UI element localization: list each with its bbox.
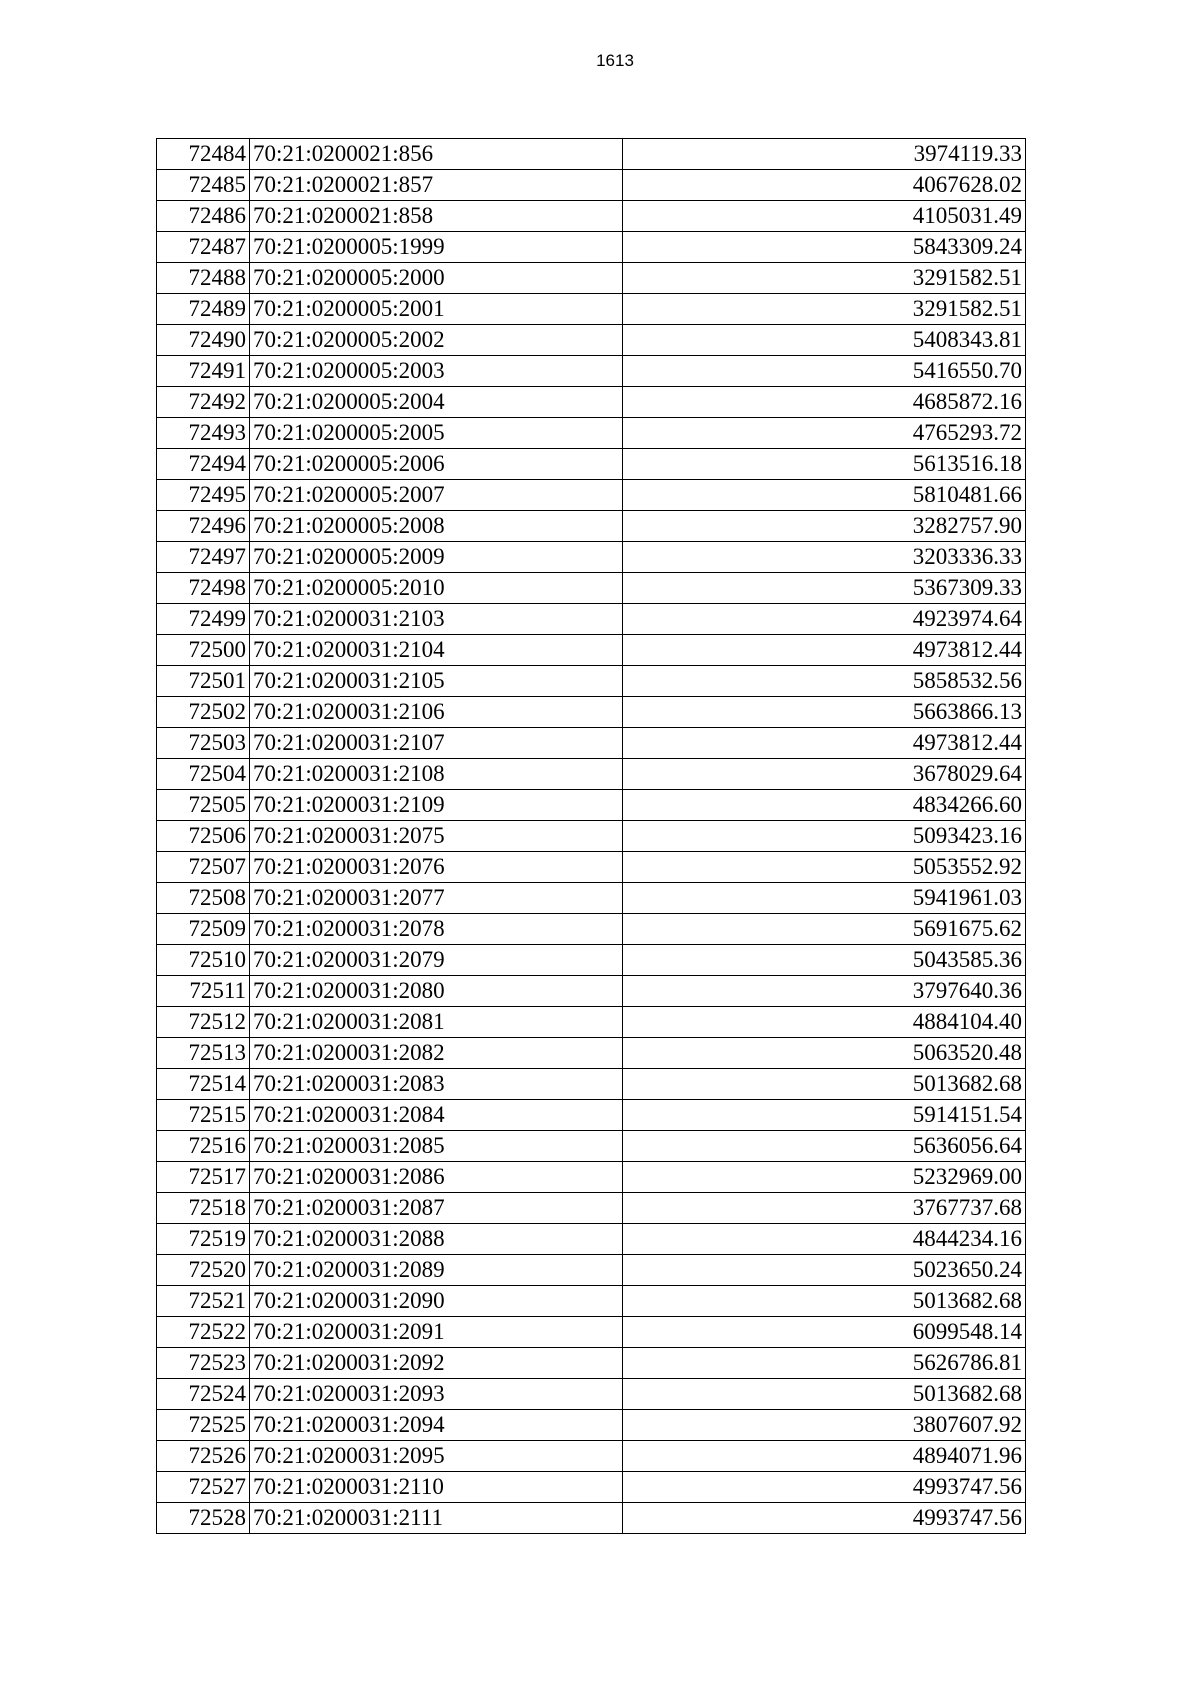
table-row [157,542,1026,573]
table-row [157,1255,1026,1286]
cadastral-number-cell: 70:21:0200005:2004 [250,387,623,418]
cadastral-value-cell: 3797640.36 [623,976,1026,1007]
cadastral-number-cell: 70:21:0200031:2105 [250,666,623,697]
table-row [157,759,1026,790]
row-number-cell: 72515 [157,1100,250,1131]
row-number-cell: 72517 [157,1162,250,1193]
cadastral-value-cell: 5063520.48 [623,1038,1026,1069]
row-number-cell: 72523 [157,1348,250,1379]
row-number-cell: 72522 [157,1317,250,1348]
row-number-cell: 72488 [157,263,250,294]
table-row [157,1069,1026,1100]
table-row [157,1224,1026,1255]
cadastral-value-cell: 5093423.16 [623,821,1026,852]
cadastral-number-cell: 70:21:0200031:2083 [250,1069,623,1100]
row-number-cell: 72514 [157,1069,250,1100]
row-number-cell: 72485 [157,170,250,201]
cadastral-number-cell: 70:21:0200031:2106 [250,697,623,728]
row-number-cell: 72519 [157,1224,250,1255]
table-row [157,666,1026,697]
table-row [157,387,1026,418]
table-row [157,1100,1026,1131]
cadastral-value-cell: 4765293.72 [623,418,1026,449]
cadastral-value-cell: 5023650.24 [623,1255,1026,1286]
table-row [157,232,1026,263]
row-number-cell: 72525 [157,1410,250,1441]
row-number-cell: 72509 [157,914,250,945]
cadastral-number-cell: 70:21:0200005:2002 [250,325,623,356]
cadastral-value-cell: 3807607.92 [623,1410,1026,1441]
table-row [157,201,1026,232]
row-number-cell: 72520 [157,1255,250,1286]
table-row [157,1162,1026,1193]
row-number-cell: 72504 [157,759,250,790]
row-number-cell: 72486 [157,201,250,232]
row-number-cell: 72489 [157,294,250,325]
page-number: 1613 [596,51,634,70]
row-number-cell: 72487 [157,232,250,263]
cadastral-number-cell: 70:21:0200031:2085 [250,1131,623,1162]
row-number-cell: 72502 [157,697,250,728]
cadastral-number-cell: 70:21:0200031:2087 [250,1193,623,1224]
cadastral-number-cell: 70:21:0200031:2088 [250,1224,623,1255]
cadastral-value-cell: 5232969.00 [623,1162,1026,1193]
row-number-cell: 72506 [157,821,250,852]
cadastral-value-cell: 5663866.13 [623,697,1026,728]
table-row [157,1007,1026,1038]
cadastral-number-cell: 70:21:0200031:2108 [250,759,623,790]
cadastral-value-cell: 3291582.51 [623,294,1026,325]
row-number-cell: 72497 [157,542,250,573]
cadastral-number-cell: 70:21:0200031:2095 [250,1441,623,1472]
cadastral-number-cell: 70:21:0200031:2093 [250,1379,623,1410]
table-row [157,1286,1026,1317]
table-row [157,1317,1026,1348]
cadastral-number-cell: 70:21:0200031:2077 [250,883,623,914]
cadastral-value-cell: 3767737.68 [623,1193,1026,1224]
table-row [157,170,1026,201]
cadastral-value-cell: 5367309.33 [623,573,1026,604]
table-row [157,604,1026,635]
cadastral-number-cell: 70:21:0200005:2003 [250,356,623,387]
cadastral-value-cell: 4973812.44 [623,635,1026,666]
cadastral-value-cell: 3291582.51 [623,263,1026,294]
cadastral-number-cell: 70:21:0200031:2076 [250,852,623,883]
table-row [157,480,1026,511]
cadastral-value-cell: 4894071.96 [623,1441,1026,1472]
row-number-cell: 72512 [157,1007,250,1038]
cadastral-value-cell: 5810481.66 [623,480,1026,511]
cadastral-value-cell: 4973812.44 [623,728,1026,759]
cadastral-number-cell: 70:21:0200005:2000 [250,263,623,294]
table-row [157,449,1026,480]
cadastral-number-cell: 70:21:0200005:2007 [250,480,623,511]
row-number-cell: 72511 [157,976,250,1007]
table-row [157,914,1026,945]
row-number-cell: 72513 [157,1038,250,1069]
registry-table [156,138,1026,1534]
cadastral-number-cell: 70:21:0200021:856 [250,139,623,170]
cadastral-number-cell: 70:21:0200031:2089 [250,1255,623,1286]
cadastral-value-cell: 5941961.03 [623,883,1026,914]
row-number-cell: 72494 [157,449,250,480]
cadastral-number-cell: 70:21:0200031:2081 [250,1007,623,1038]
table-row [157,697,1026,728]
table-row [157,821,1026,852]
row-number-cell: 72500 [157,635,250,666]
table-row [157,1410,1026,1441]
row-number-cell: 72492 [157,387,250,418]
cadastral-number-cell: 70:21:0200021:857 [250,170,623,201]
row-number-cell: 72508 [157,883,250,914]
cadastral-number-cell: 70:21:0200031:2094 [250,1410,623,1441]
row-number-cell: 72528 [157,1503,250,1534]
cadastral-number-cell: 70:21:0200031:2082 [250,1038,623,1069]
cadastral-value-cell: 3974119.33 [623,139,1026,170]
table-row [157,1441,1026,1472]
row-number-cell: 72516 [157,1131,250,1162]
table-row [157,1472,1026,1503]
cadastral-number-cell: 70:21:0200031:2092 [250,1348,623,1379]
cadastral-value-cell: 5408343.81 [623,325,1026,356]
row-number-cell: 72501 [157,666,250,697]
table-row [157,511,1026,542]
table-row [157,573,1026,604]
row-number-cell: 72493 [157,418,250,449]
cadastral-number-cell: 70:21:0200005:2010 [250,573,623,604]
cadastral-value-cell: 4067628.02 [623,170,1026,201]
cadastral-value-cell: 3282757.90 [623,511,1026,542]
cadastral-number-cell: 70:21:0200031:2078 [250,914,623,945]
cadastral-value-cell: 4923974.64 [623,604,1026,635]
cadastral-value-cell: 3678029.64 [623,759,1026,790]
cadastral-number-cell: 70:21:0200031:2086 [250,1162,623,1193]
table-row [157,852,1026,883]
table-row [157,790,1026,821]
row-number-cell: 72499 [157,604,250,635]
cadastral-number-cell: 70:21:0200021:858 [250,201,623,232]
table-row [157,325,1026,356]
row-number-cell: 72518 [157,1193,250,1224]
table-row [157,294,1026,325]
cadastral-number-cell: 70:21:0200031:2111 [250,1503,623,1534]
cadastral-value-cell: 6099548.14 [623,1317,1026,1348]
registry-table-body [157,139,1026,1534]
cadastral-value-cell: 5053552.92 [623,852,1026,883]
cadastral-value-cell: 4993747.56 [623,1472,1026,1503]
cadastral-value-cell: 4993747.56 [623,1503,1026,1534]
table-row [157,418,1026,449]
table-row [157,1503,1026,1534]
cadastral-number-cell: 70:21:0200031:2104 [250,635,623,666]
cadastral-value-cell: 5613516.18 [623,449,1026,480]
cadastral-number-cell: 70:21:0200031:2090 [250,1286,623,1317]
row-number-cell: 72505 [157,790,250,821]
cadastral-number-cell: 70:21:0200031:2079 [250,945,623,976]
row-number-cell: 72495 [157,480,250,511]
table-row [157,635,1026,666]
cadastral-value-cell: 4884104.40 [623,1007,1026,1038]
cadastral-number-cell: 70:21:0200005:2006 [250,449,623,480]
cadastral-value-cell: 5843309.24 [623,232,1026,263]
row-number-cell: 72510 [157,945,250,976]
table-row [157,1193,1026,1224]
table-row [157,1379,1026,1410]
row-number-cell: 72527 [157,1472,250,1503]
cadastral-number-cell: 70:21:0200005:2005 [250,418,623,449]
row-number-cell: 72498 [157,573,250,604]
cadastral-number-cell: 70:21:0200031:2084 [250,1100,623,1131]
cadastral-value-cell: 5013682.68 [623,1069,1026,1100]
cadastral-number-cell: 70:21:0200031:2109 [250,790,623,821]
cadastral-value-cell: 5416550.70 [623,356,1026,387]
cadastral-value-cell: 5914151.54 [623,1100,1026,1131]
table-row [157,263,1026,294]
table-row [157,356,1026,387]
row-number-cell: 72503 [157,728,250,759]
table-row [157,976,1026,1007]
cadastral-number-cell: 70:21:0200031:2103 [250,604,623,635]
cadastral-value-cell: 5043585.36 [623,945,1026,976]
table-row [157,728,1026,759]
cadastral-number-cell: 70:21:0200005:1999 [250,232,623,263]
row-number-cell: 72484 [157,139,250,170]
table-row [157,883,1026,914]
table-row [157,945,1026,976]
row-number-cell: 72490 [157,325,250,356]
cadastral-value-cell: 5013682.68 [623,1379,1026,1410]
cadastral-value-cell: 5636056.64 [623,1131,1026,1162]
cadastral-number-cell: 70:21:0200031:2110 [250,1472,623,1503]
cadastral-value-cell: 4685872.16 [623,387,1026,418]
row-number-cell: 72526 [157,1441,250,1472]
cadastral-number-cell: 70:21:0200031:2080 [250,976,623,1007]
cadastral-value-cell: 5626786.81 [623,1348,1026,1379]
row-number-cell: 72507 [157,852,250,883]
cadastral-number-cell: 70:21:0200031:2107 [250,728,623,759]
table-row [157,1038,1026,1069]
cadastral-value-cell: 4105031.49 [623,201,1026,232]
row-number-cell: 72521 [157,1286,250,1317]
table-row [157,1348,1026,1379]
cadastral-value-cell: 3203336.33 [623,542,1026,573]
row-number-cell: 72496 [157,511,250,542]
cadastral-number-cell: 70:21:0200031:2075 [250,821,623,852]
cadastral-number-cell: 70:21:0200005:2008 [250,511,623,542]
cadastral-value-cell: 4834266.60 [623,790,1026,821]
table-row [157,139,1026,170]
row-number-cell: 72524 [157,1379,250,1410]
cadastral-value-cell: 4844234.16 [623,1224,1026,1255]
cadastral-value-cell: 5858532.56 [623,666,1026,697]
cadastral-value-cell: 5013682.68 [623,1286,1026,1317]
cadastral-number-cell: 70:21:0200031:2091 [250,1317,623,1348]
cadastral-value-cell: 5691675.62 [623,914,1026,945]
cadastral-number-cell: 70:21:0200005:2009 [250,542,623,573]
cadastral-number-cell: 70:21:0200005:2001 [250,294,623,325]
row-number-cell: 72491 [157,356,250,387]
table-row [157,1131,1026,1162]
